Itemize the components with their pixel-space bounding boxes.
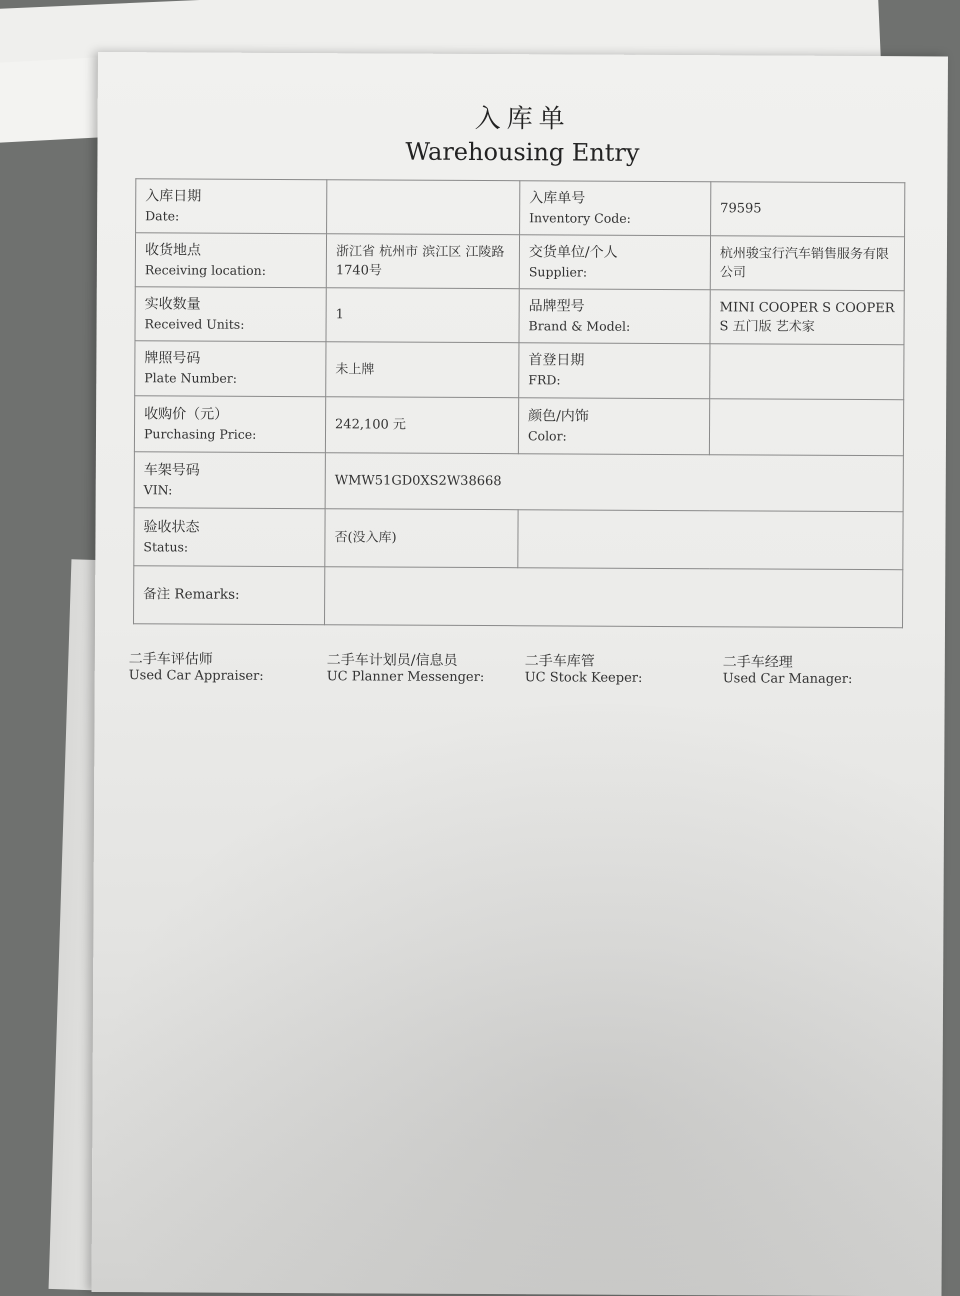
status-label-cn: 验收状态 (143, 518, 200, 536)
frd-label (519, 343, 710, 399)
supplier-value (710, 236, 904, 291)
table-row (135, 341, 904, 400)
status-label (134, 508, 325, 567)
signature-section (129, 648, 929, 687)
received-units-label-cn: 实收数量 (144, 295, 201, 313)
plate-number-label-en: Plate Number: (144, 370, 238, 386)
table-row (136, 179, 905, 237)
signature-stock-keeper-cn: 二手车库管 (524, 653, 595, 670)
brand-model-label (519, 289, 710, 344)
status-label-en: Status: (143, 538, 189, 554)
remarks-label (134, 566, 325, 625)
date-value (327, 180, 520, 235)
plate-number-label-cn: 牌照号码 (144, 350, 201, 367)
brand-model-value-text: MINI COOPER S COOPER S 五门版 艺术家 (719, 299, 895, 335)
supplier-value-text: 杭州骏宝行汽车销售服务有限公司 (719, 245, 890, 280)
receiving-location-label-en: Receiving location: (144, 261, 266, 278)
vin-value-text: WMW51GD0XS2W38668 (334, 473, 502, 490)
receiving-location-value (326, 234, 519, 289)
receiving-location-label-cn: 收货地点 (144, 241, 202, 259)
inventory-code-label-en: Inventory Code: (529, 209, 631, 226)
supplier-label (519, 235, 710, 290)
status-empty-cell (518, 510, 903, 570)
color-label (518, 398, 709, 455)
inventory-code-value (711, 182, 905, 237)
frd-label-cn: 首登日期 (528, 352, 585, 369)
inventory-code-label (520, 181, 711, 236)
table-row (134, 566, 903, 628)
plate-number-value-text: 未上牌 (335, 361, 375, 377)
received-units-value-text: 1 (335, 307, 344, 323)
warehousing-entry-document (92, 52, 948, 1296)
vin-label-cn: 车架号码 (143, 461, 200, 479)
table-row (134, 396, 903, 456)
vin-label-en: VIN: (143, 481, 173, 497)
table-row (135, 233, 904, 291)
frd-label-en: FRD: (528, 372, 561, 388)
date-label-cn: 入库日期 (145, 187, 202, 205)
remarks-value (325, 567, 903, 628)
document-title-cn: 入库单 (474, 103, 571, 135)
purchasing-price-label (134, 396, 325, 453)
signature-stock-keeper-en: UC Stock Keeper: (524, 670, 643, 686)
table-row (135, 287, 904, 345)
supplier-label-en: Supplier: (528, 263, 588, 280)
signature-planner (327, 649, 525, 685)
photo-shadow (92, 692, 945, 1296)
signature-planner-en: UC Planner Messenger: (326, 669, 485, 686)
signature-appraiser-cn: 二手车评估师 (128, 651, 213, 668)
table-row (134, 508, 903, 570)
purchasing-price-label-en: Purchasing Price: (143, 425, 257, 442)
inventory-code-value-text: 79595 (720, 201, 762, 217)
date-label-en: Date: (145, 207, 180, 223)
status-value (325, 509, 518, 568)
purchasing-price-value (325, 397, 518, 454)
signature-appraiser-en: Used Car Appraiser: (128, 668, 264, 684)
signature-stock-keeper (525, 650, 723, 686)
table-row (134, 452, 903, 512)
signature-appraiser (129, 648, 327, 684)
remarks-label-text: 备注 Remarks: (143, 586, 240, 603)
received-units-label (135, 287, 326, 342)
signature-manager-en: Used Car Manager: (722, 671, 853, 687)
receiving-location-value-text: 浙江省 杭州市 滨江区 江陵路1740号 (335, 243, 505, 278)
frd-value (710, 344, 904, 400)
purchasing-price-label-cn: 收购价（元） (144, 405, 229, 423)
entry-form-table (133, 178, 905, 628)
brand-model-label-cn: 品牌型号 (528, 297, 585, 315)
receiving-location-label (135, 233, 326, 288)
color-label-en: Color: (527, 427, 567, 443)
plate-number-label (135, 341, 326, 397)
inventory-code-label-cn: 入库单号 (529, 189, 586, 207)
vin-label (134, 452, 325, 509)
document-title-en: Warehousing Entry (405, 137, 640, 167)
brand-model-value (710, 290, 904, 345)
color-value (709, 399, 903, 456)
supplier-label-cn: 交货单位/个人 (528, 243, 618, 261)
signature-planner-cn: 二手车计划员/信息员 (326, 652, 458, 669)
brand-model-label-en: Brand & Model: (528, 317, 631, 334)
vin-value (325, 453, 903, 512)
received-units-value (326, 288, 519, 343)
plate-number-value (326, 342, 519, 398)
purchasing-price-value-text: 242,100 元 (335, 417, 406, 433)
background-paper-corner (0, 57, 112, 143)
signature-manager (723, 651, 921, 687)
status-value-text: 否(没入库) (334, 530, 397, 546)
date-label (136, 179, 327, 234)
color-label-cn: 颜色/内饰 (528, 407, 589, 425)
signature-manager-cn: 二手车经理 (722, 654, 793, 671)
received-units-label-en: Received Units: (144, 315, 245, 332)
